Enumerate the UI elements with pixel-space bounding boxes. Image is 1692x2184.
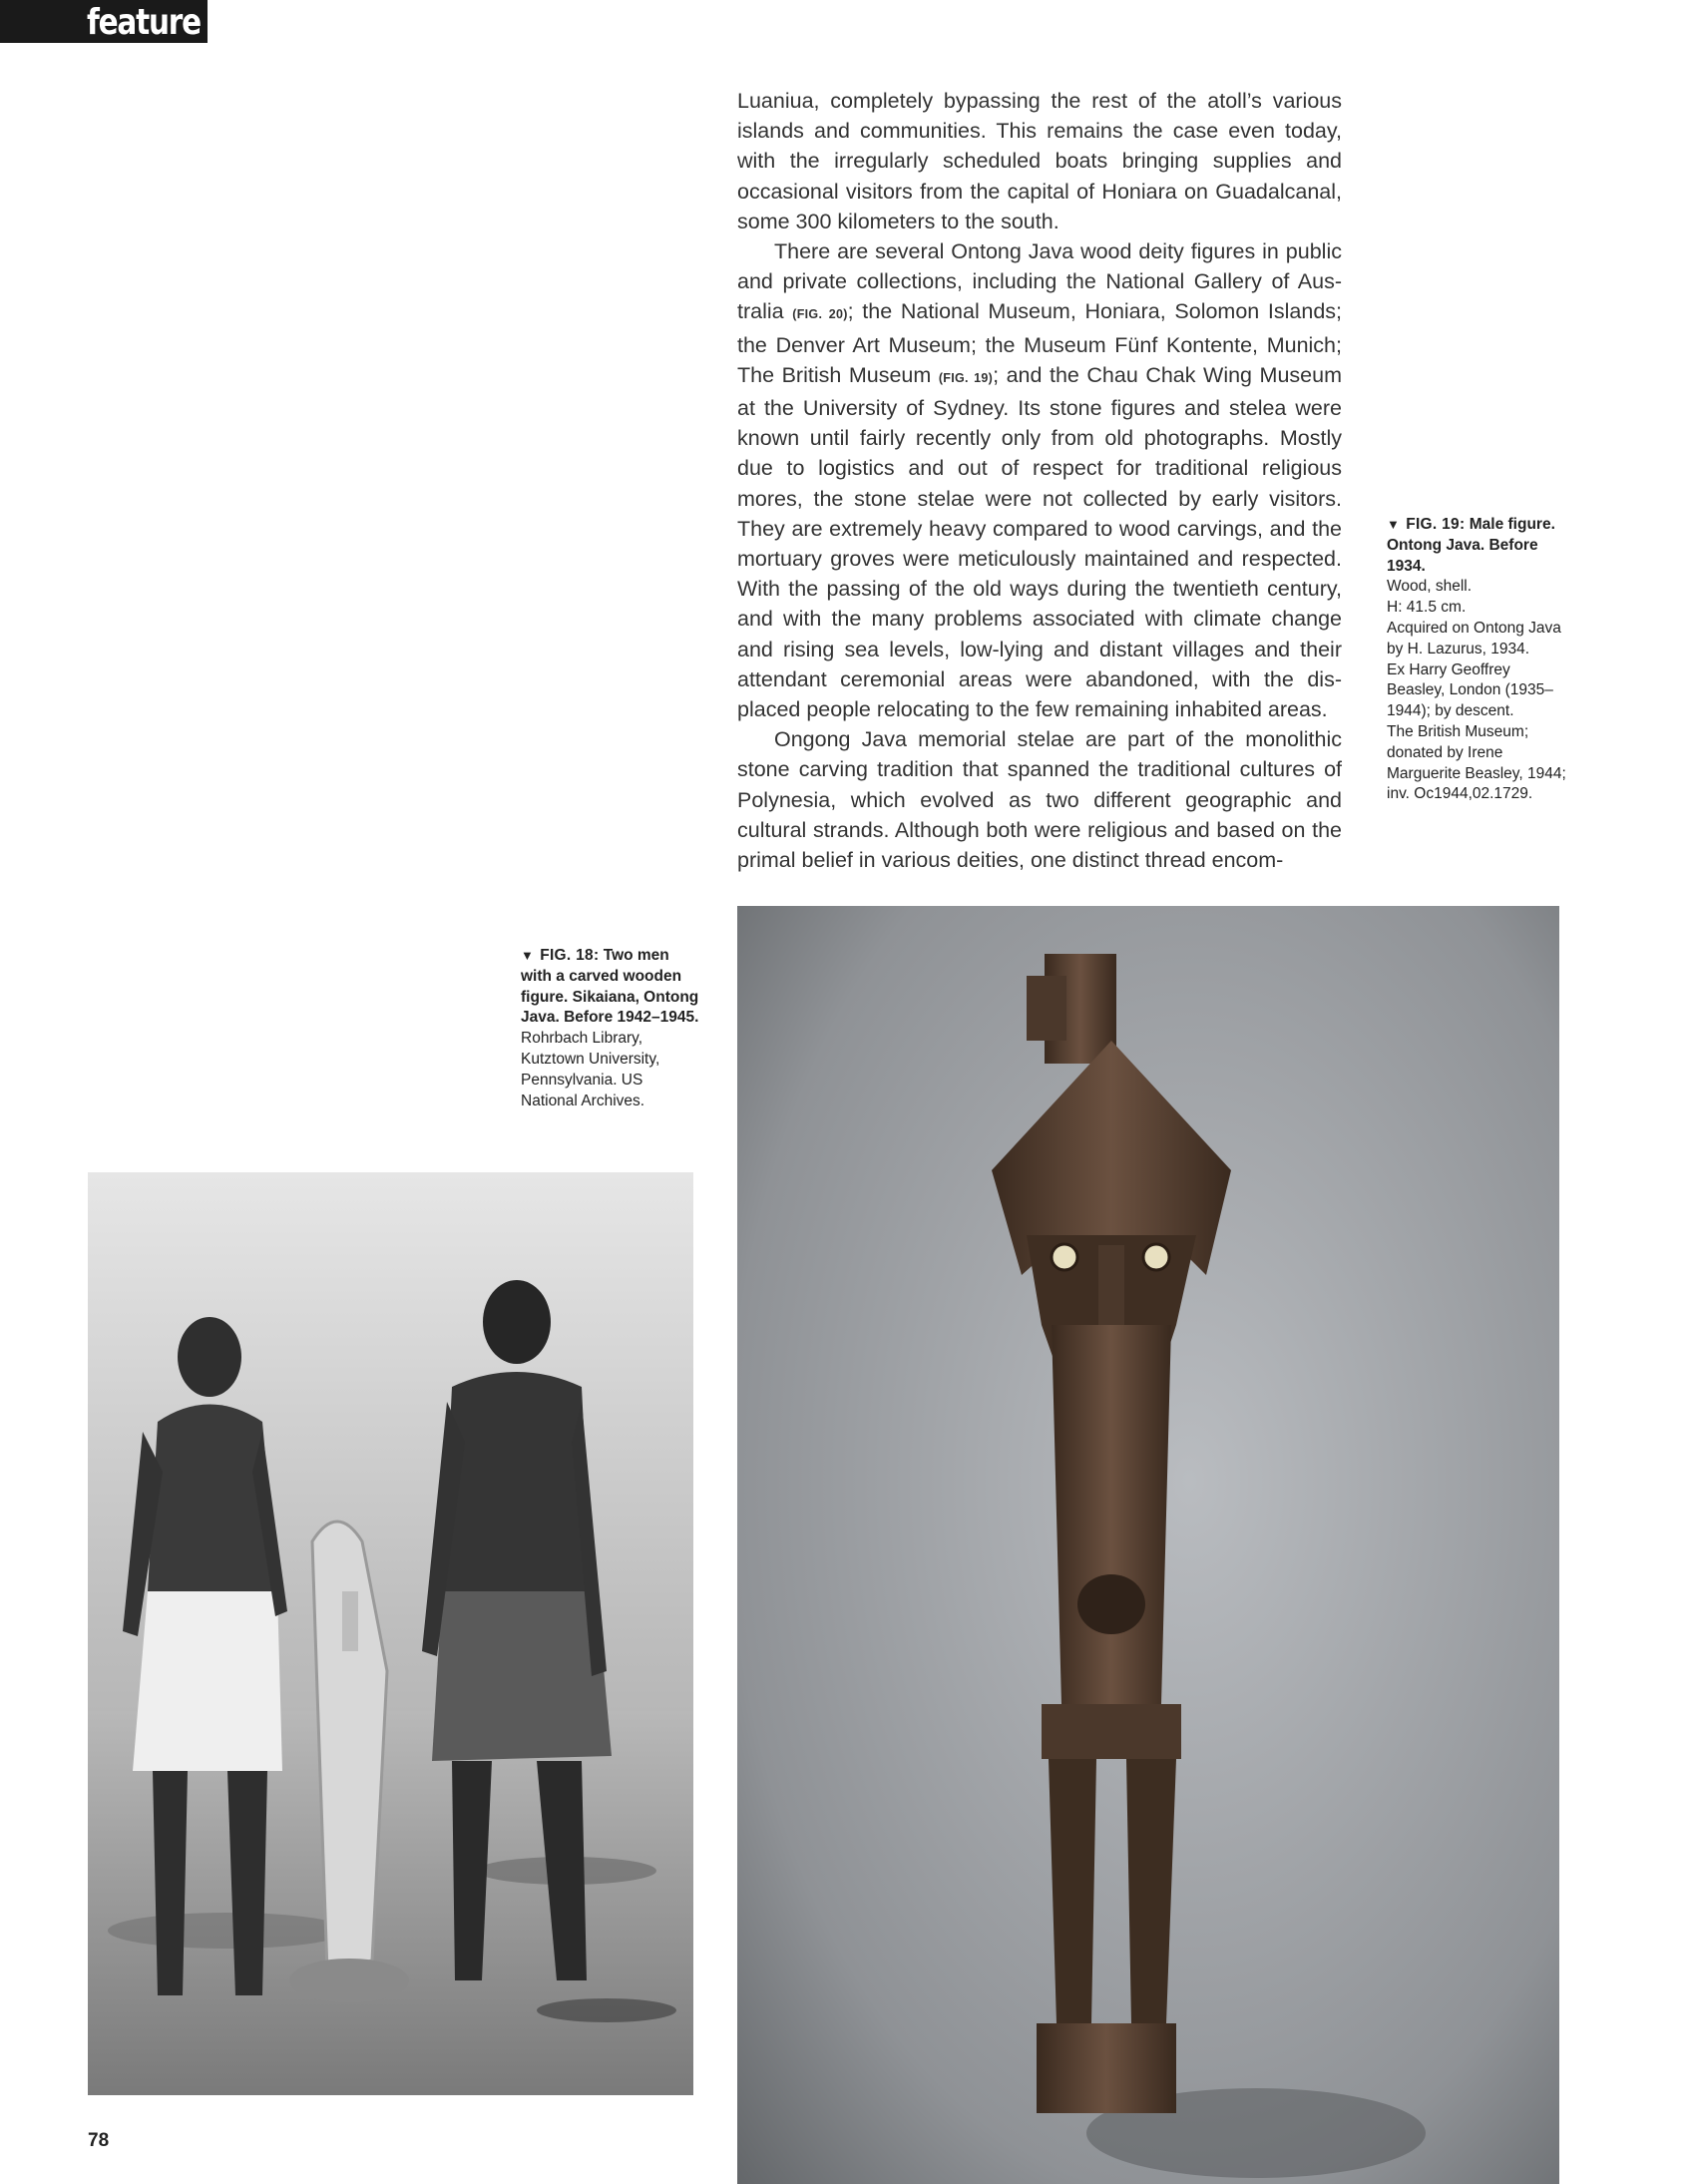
paragraph-text: ; and the Chau Chak Wing Museum at the University of Sydney. Its stone figures and stelea were known until fairly recently only from old photographs. Mostly due to logistics and out of respect for traditional religious mores, the stone stelae were not collected by early visitors. They are extremely heavy compared to wood carvings, and the mortuary groves were meticulously maintained and respected. With the passing of the old ways during the twentieth century, and with the many problems associated with climate change and rising sea levels, low-lying and distant villages and their attendant ceremonial areas were abandoned, with the displaced people relocating to the few remaining inhabited areas. [737, 362, 1342, 722]
caption-title [521, 947, 698, 1026]
caption-line: Rohrbach Library, Kutztown University, Pennsylvania. US National Archives. [521, 1030, 660, 1109]
figure-label: FIG. 19: [1406, 516, 1466, 533]
page-number: 78 [88, 2130, 110, 2151]
figure-label: FIG. 18: [540, 947, 600, 964]
paragraph-text: There are several Ontong Java wood deity figures in public and private collections, including the National Gallery of Australia [737, 239, 1342, 324]
caption-title-text: Male figure. Ontong Java. Before 1934. [1387, 516, 1555, 575]
figure-19-caption [1387, 515, 1566, 805]
section-tab [0, 0, 208, 43]
article-paragraph-2 [737, 236, 1342, 724]
caption-line: H: 41.5 cm. [1387, 599, 1467, 617]
caption-title [1387, 516, 1555, 575]
paragraph-text: ; the National Museum, Honiara, Solomon Islands; the Denver Art Museum; the Museum Fünf Kontente, Munich; The British Museum [737, 299, 1342, 387]
two-men-photo [88, 1172, 693, 2095]
article-body [737, 86, 1342, 875]
caption-line: Ex Harry Geoffrey Beasley, London (1935–1944); by descent. [1387, 660, 1553, 720]
article-paragraph-3: Ongong Java memorial stelae are part of the monolithic stone carving tradition that spanned the traditional cultures of Polynesia, which evolved as two different geographic and cultural strands. Although both were religious and based on the primal belief in various deities, one distinct thread encom- [737, 727, 1342, 873]
figure-18-photo [88, 1172, 693, 2095]
caption-line: inv. Oc1944,02.1729. [1387, 785, 1533, 803]
figure-19-photo [737, 906, 1559, 2184]
caption-line: The British Museum; donated by Irene Marguerite Beasley, 1944; [1387, 722, 1566, 782]
caption-line: Acquired on Ontong Java by H. Lazurus, 1934. [1387, 619, 1561, 657]
caption-line: Wood, shell. [1387, 578, 1473, 596]
caption-title-text: Two men with a carved wooden figure. Sikaiana, Ontong Java. Before 1942–1945. [521, 947, 699, 1027]
figure-reference-20: (FIG. 20) [792, 307, 848, 322]
figure-18-caption [521, 946, 700, 1111]
down-triangle-icon: ▼ [1387, 517, 1400, 532]
article-paragraph-1: Luaniua, completely bypassing the rest of the atoll’s various islands and communities. This remains the case even today, with the irregularly scheduled boats bringing supplies and occasional visitors from the capital of Honiara on Guadalcanal, some 300 kilometers to the south. [737, 89, 1342, 233]
down-triangle-icon: ▼ [521, 948, 534, 963]
figure-reference-19: (FIG. 19) [938, 370, 994, 385]
male-figure-photo [737, 906, 1559, 2184]
section-label: feature [87, 2, 201, 43]
